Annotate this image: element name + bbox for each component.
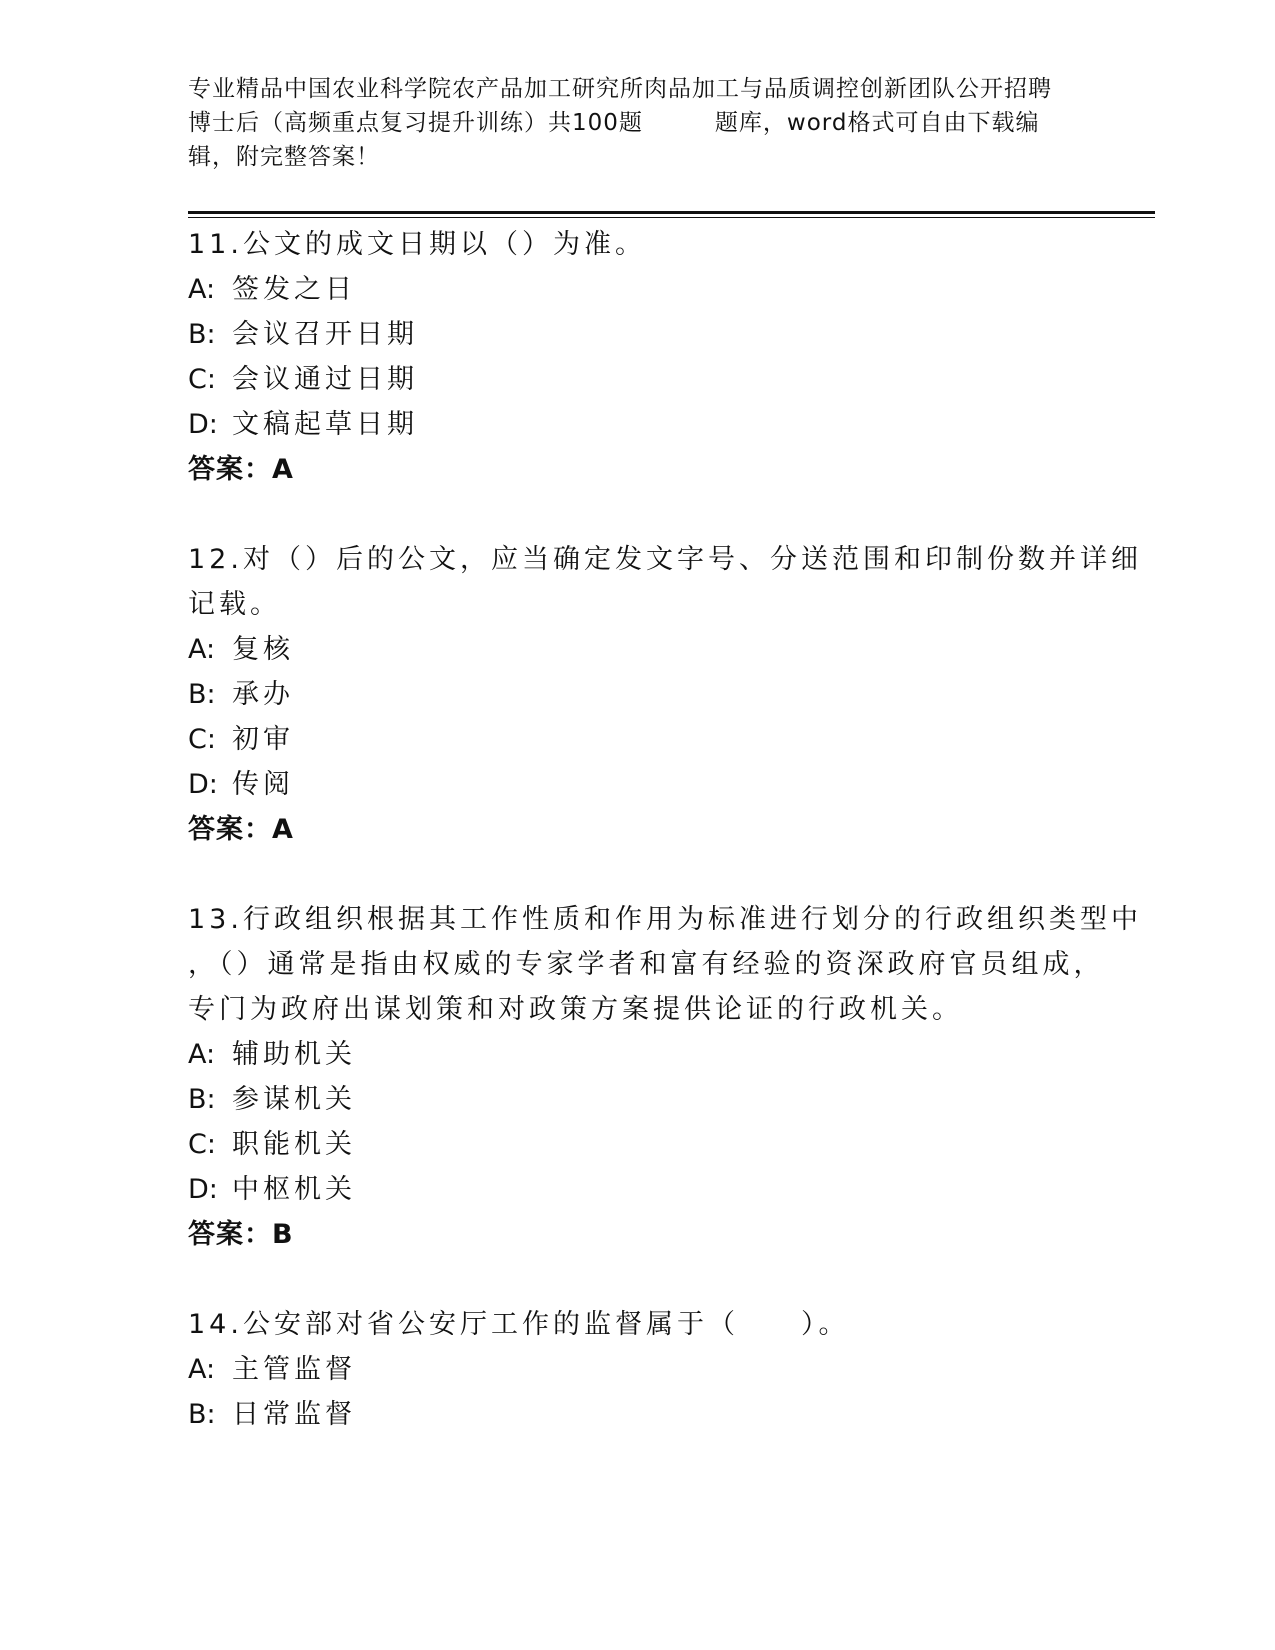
question-stem-line: 13.行政组织根据其工作性质和作用为标准进行划分的行政组织类型中	[188, 904, 1142, 935]
option-text: 辅助机关	[232, 1039, 356, 1070]
option-letter: A:	[188, 634, 216, 665]
option-c	[188, 1122, 1088, 1167]
option-d	[188, 1167, 1088, 1212]
question-stem	[188, 1302, 1088, 1347]
option-letter: A:	[188, 1039, 216, 1070]
option-b	[188, 312, 1088, 357]
option-a	[188, 1032, 1088, 1077]
option-text: 初审	[232, 724, 294, 755]
option-letter: A:	[188, 1354, 216, 1385]
question-11	[188, 222, 1088, 492]
option-b	[188, 1392, 1088, 1437]
header-line-2-start: 博士后（高频重点复习提升训练）共100题	[188, 110, 643, 136]
option-text: 主管监督	[232, 1354, 356, 1385]
option-a	[188, 267, 1088, 312]
question-12	[188, 537, 1142, 852]
option-a	[188, 1347, 1088, 1392]
header-line-1: 专业精品中国农业科学院农产品加工研究所肉品加工与品质调控创新团队公开招聘	[188, 76, 1052, 102]
option-letter: B:	[188, 1084, 216, 1115]
answer-label: 答案：	[188, 814, 272, 845]
question-13	[188, 897, 1142, 1257]
option-letter: B:	[188, 319, 216, 350]
option-text: 会议通过日期	[232, 364, 418, 395]
question-14	[188, 1302, 1088, 1437]
answer	[188, 1212, 1088, 1257]
option-text: 日常监督	[232, 1399, 356, 1430]
header-line-2-end: 题库，word格式可自由下载编	[714, 110, 1040, 136]
option-text: 复核	[232, 634, 294, 665]
option-text: 会议召开日期	[232, 319, 418, 350]
answer	[188, 447, 1088, 492]
option-letter: C:	[188, 724, 216, 755]
header-line-3: 辑，附完整答案！	[188, 144, 380, 170]
question-stem-line: ，（）通常是指由权威的专家学者和富有经验的资深政府官员组成，	[188, 949, 1105, 980]
document-header	[188, 72, 1088, 174]
answer	[188, 807, 1088, 852]
option-letter: B:	[188, 1399, 216, 1430]
question-stem-line: 12.对（）后的公文，应当确定发文字号、分送范围和印制份数并详细	[188, 544, 1142, 575]
question-stem	[188, 222, 1088, 267]
answer-label: 答案：	[188, 1219, 272, 1250]
question-stem-line: 14.公安部对省公安厅工作的监督属于（ ）。	[188, 1309, 850, 1340]
option-letter: C:	[188, 364, 216, 395]
question-stem-line: 记载。	[188, 589, 281, 620]
option-text: 文稿起草日期	[232, 409, 418, 440]
answer-value: A	[272, 814, 294, 845]
answer-label: 答案：	[188, 454, 272, 485]
question-stem	[188, 897, 1142, 1032]
option-text: 中枢机关	[232, 1174, 356, 1205]
option-b	[188, 1077, 1088, 1122]
header-divider-thin	[188, 217, 1155, 218]
question-stem-line: 11.公文的成文日期以（）为准。	[188, 229, 646, 260]
option-b	[188, 672, 1088, 717]
option-letter: D:	[188, 409, 218, 440]
option-text: 签发之日	[232, 274, 356, 305]
answer-value: B	[272, 1219, 294, 1250]
option-letter: C:	[188, 1129, 216, 1160]
option-text: 承办	[232, 679, 294, 710]
header-divider-thick	[188, 211, 1155, 214]
header-line-2	[188, 106, 1088, 140]
question-stem	[188, 537, 1142, 627]
option-letter: D:	[188, 1174, 218, 1205]
question-list	[188, 222, 1142, 1482]
option-c	[188, 717, 1088, 762]
answer-value: A	[272, 454, 294, 485]
question-stem-line: 专门为政府出谋划策和对政策方案提供论证的行政机关。	[188, 994, 963, 1025]
option-letter: D:	[188, 769, 218, 800]
option-a	[188, 627, 1088, 672]
option-d	[188, 402, 1088, 447]
option-text: 参谋机关	[232, 1084, 356, 1115]
option-text: 传阅	[232, 769, 294, 800]
option-text: 职能机关	[232, 1129, 356, 1160]
option-c	[188, 357, 1088, 402]
option-letter: A:	[188, 274, 216, 305]
option-d	[188, 762, 1088, 807]
option-letter: B:	[188, 679, 216, 710]
